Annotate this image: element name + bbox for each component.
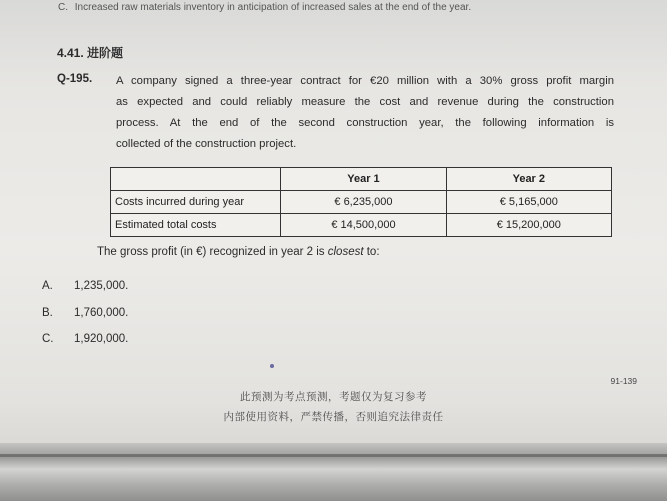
stem-emphasis: closest: [327, 246, 364, 258]
previous-option-line: [58, 2, 471, 13]
previous-option-text: Increased raw materials inventory in anticipation of increased sales at the end of the year.: [74, 2, 472, 13]
table-header-year1: Year 1: [281, 168, 446, 191]
option-text: 1,760,000.: [74, 307, 129, 319]
year2-value: € 15,200,000: [446, 214, 611, 237]
question-text: [116, 71, 614, 155]
stem-text: The gross profit (in €) recognized in year 2 is: [97, 246, 328, 258]
option-text: 1,235,000.: [74, 280, 129, 292]
question-line: collected of the construction project.: [116, 138, 297, 150]
project-data-table: [110, 167, 612, 237]
ink-dot: [270, 364, 274, 368]
section-title: 进阶题: [87, 46, 124, 60]
question-line: A company signed a three-year contract for €20 million with a 30% gross profit margin: [116, 75, 614, 87]
previous-option-marker: C.: [58, 2, 68, 13]
table-header-empty: [111, 168, 281, 191]
row-label: Estimated total costs: [111, 214, 281, 237]
table-header-row: [111, 168, 612, 191]
row-label: Costs incurred during year: [111, 191, 281, 214]
table-row: [111, 214, 612, 237]
section-heading: [57, 44, 123, 61]
answer-option-c[interactable]: [42, 333, 128, 345]
page-number: 91-139: [610, 376, 637, 386]
section-number: 4.41.: [57, 46, 84, 60]
bezel-edge: [0, 454, 667, 457]
option-letter: C.: [42, 333, 54, 345]
notice-line: 内部使用资料，严禁传播，否则追究法律责任: [223, 411, 444, 423]
option-letter: B.: [42, 307, 53, 319]
year1-value: € 14,500,000: [281, 214, 446, 237]
table-row: [111, 191, 612, 214]
option-letter: A.: [42, 280, 53, 292]
answer-option-b[interactable]: [42, 307, 128, 319]
question-line: process. At the end of the second construction year, the following information is: [116, 117, 614, 129]
question-id: Q-195.: [57, 73, 93, 85]
year1-value: € 6,235,000: [281, 191, 446, 214]
stem-suffix: to:: [363, 246, 380, 258]
answer-option-a[interactable]: [42, 280, 128, 292]
screen-bezel: [0, 443, 667, 501]
option-text: 1,920,000.: [74, 333, 129, 345]
table-header-year2: Year 2: [446, 168, 611, 191]
year2-value: € 5,165,000: [446, 191, 611, 214]
question-stem: [97, 246, 380, 258]
question-line: as expected and could reliably measure the cost and revenue during the construction: [116, 96, 614, 108]
notice-line: 此预测为考点预测，考题仅为复习参考: [240, 391, 427, 403]
